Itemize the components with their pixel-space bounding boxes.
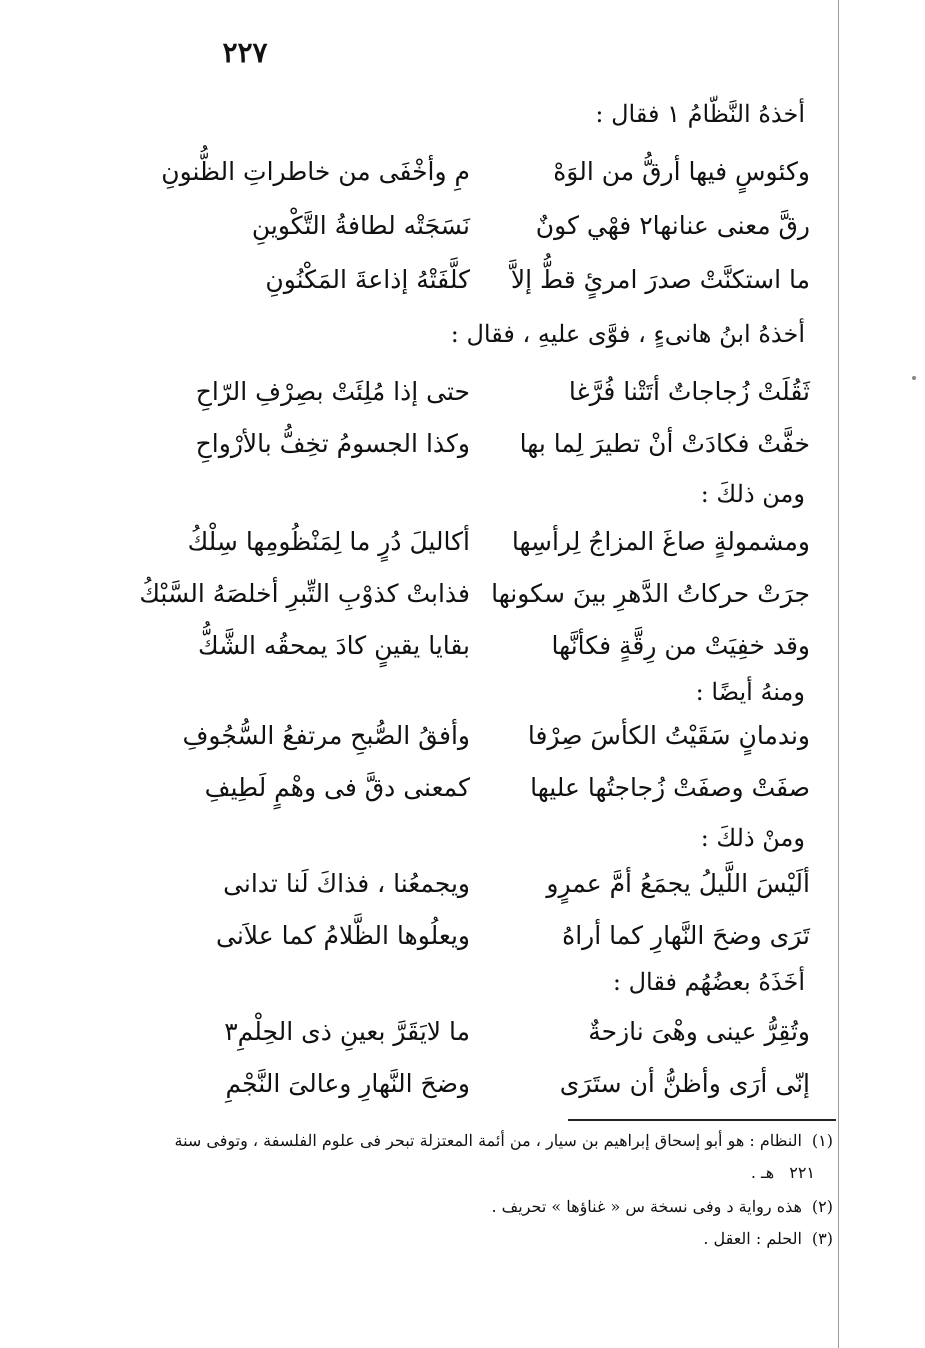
verse-line (139, 570, 810, 618)
verse-second-hemistich: ما لايَقَرَّ بعينِ ذى الحِلْمِ٣ (224, 1017, 470, 1046)
verse-first-hemistich: وكئوسٍ فيها أرقُّ من الوَهْ (553, 157, 810, 186)
footnote (113, 1128, 833, 1154)
verse-line (170, 1008, 810, 1056)
footnote-text: الحلم : العقل . (703, 1229, 802, 1248)
intro-line: ومنْ ذلكَ : (700, 824, 805, 852)
footnote-number: (٣) (811, 1229, 833, 1248)
intro-line: ومنهُ أيضًا : (695, 678, 805, 706)
verse-line (170, 420, 810, 468)
verse-first-hemistich: رقَّ معنى عنانها٢ فهْي كونٌ (535, 211, 810, 240)
verse-first-hemistich: تَرَى وضحَ النَّهارِ كما أراهُ (562, 921, 810, 950)
margin-mark (912, 376, 916, 380)
verse-first-hemistich: جرَتْ حركاتُ الدَّهرِ بينَ سكونها (491, 579, 810, 608)
verse-second-hemistich: نَسَجَتْه لطافةُ التَّكْوينِ (251, 211, 470, 240)
verse-line (170, 622, 810, 670)
page-number: ٢٢٧ (222, 36, 268, 69)
verse-second-hemistich: كمعنى دقَّ فى وهْمٍ لَطِيفِ (204, 773, 470, 802)
verse-second-hemistich: مِ وأخْفَى من خاطراتِ الظُّنونِ (161, 157, 470, 186)
verse-line (161, 148, 810, 196)
verse-second-hemistich: كلَّفَتْهُ إذاعةَ المَكْنُونِ (265, 265, 470, 294)
verse-line (170, 912, 810, 960)
footnote (113, 1226, 833, 1252)
footnote (95, 1160, 815, 1186)
verse-first-hemistich: ثَقُلَتْ زُجاجاتٌ أتَتْنا فُرَّغا (568, 377, 810, 406)
verse-first-hemistich: ومشمولةٍ صاغَ المزاجُ لِرأسِها (511, 527, 810, 556)
verse-second-hemistich: أكاليلَ دُرٍ ما لِمَنْظُومِها سِلْكُ (187, 527, 470, 556)
footnote-number: (١) (811, 1131, 833, 1150)
verse-second-hemistich: حتى إذا مُلِئَتْ بصِرْفِ الرّاحِ (195, 377, 470, 406)
intro-line: أخذهُ النَّظّامُ ١ فقال : (595, 100, 805, 128)
verse-line (170, 368, 810, 416)
intro-line: أخذهُ ابنُ هانىءٍ ، فوَّى عليهِ ، فقال : (450, 320, 805, 348)
verse-second-hemistich: بقايا يقينٍ كادَ يمحقُه الشَّكُّ (198, 631, 470, 660)
verse-second-hemistich: ويعلُوها الظَّلامُ كما علاَنى (216, 921, 470, 950)
verse-first-hemistich: صفَتْ وصفَتْ زُجاجتُها عليها (530, 773, 810, 802)
verse-first-hemistich: ما استكنَّتْ صدرَ امرئٍ قطُّ إلاَّ (510, 265, 810, 294)
verse-first-hemistich: ألَيْسَ اللَّيلُ يجمَعُ أمَّ عمرٍو (546, 869, 810, 898)
verse-line (170, 764, 810, 812)
verse-first-hemistich: وندمانٍ سَقَيْتُ الكأسَ صِرْفا (527, 721, 810, 750)
verse-line (170, 256, 810, 304)
footnote-text: النظام : هو أبو إسحاق إبراهيم بن سيار ، من أئمة المعتزلة تبحر فى علوم الفلسفة ، وتوفى سنة (174, 1131, 802, 1150)
footnote-separator (568, 1119, 836, 1121)
verse-first-hemistich: إنّى أرَى وأظنُّ أن ستَرَى (559, 1069, 810, 1098)
verse-second-hemistich: وأفقُ الصُّبحِ مرتفعُ السُّجُوفِ (182, 721, 470, 750)
verse-second-hemistich: وضحَ النَّهارِ وعالىَ النَّجْمِ (225, 1069, 470, 1098)
footnote-number: (٢) (811, 1197, 833, 1216)
intro-line: أخَذَهُ بعضُهُم فقال : (612, 968, 805, 996)
verse-second-hemistich: ويجمعُنا ، فذاكَ لَنا تدانى (223, 869, 470, 898)
verse-second-hemistich: فذابتْ كذوْبِ التِّبرِ أخلصَهُ السَّبْكُ (139, 579, 470, 608)
footnote-text: هذه رواية د وفى نسخة س « غناؤها » تحريف . (491, 1197, 802, 1216)
verse-line (170, 860, 810, 908)
footnote (113, 1194, 833, 1220)
footnote-text: ٢٢١ هـ . (750, 1163, 815, 1182)
verse-first-hemistich: وقد خفِيَتْ من رِقَّةٍ فكأنَّها (551, 631, 810, 660)
verse-first-hemistich: وتُقِرُّ عينى وهْىَ نازحةٌ (588, 1017, 810, 1046)
verse-line (170, 202, 810, 250)
page-edge-rule (838, 0, 839, 1348)
verse-first-hemistich: خفَّتْ فكادَتْ أنْ تطيرَ لِما بها (519, 429, 810, 458)
intro-line: ومن ذلكَ : (700, 480, 805, 508)
verse-line (170, 518, 810, 566)
verse-second-hemistich: وكذا الجسومُ تخِفُّ بالأرْواحِ (195, 429, 470, 458)
verse-line (170, 712, 810, 760)
verse-line (170, 1060, 810, 1108)
